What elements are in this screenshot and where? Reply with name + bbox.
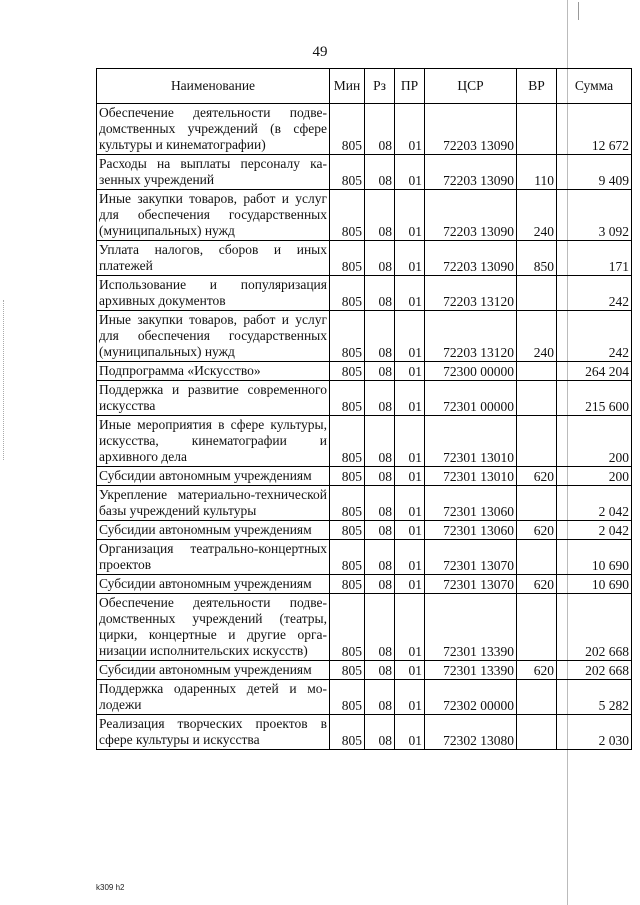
table-row [97,362,632,381]
header-sum: Сумма [557,69,632,104]
cell-sum: 2 042 [557,486,632,521]
table-row [97,521,632,540]
cell-min: 805 [330,594,365,661]
table-row [97,594,632,661]
cell-name: Иные закупки товаров, работ и услуг для обеспечения государственных (муниципальных) нужд [97,190,330,241]
cell-name: Поддержка и развитие современного искусства [97,381,330,416]
cell-min: 805 [330,416,365,467]
budget-table [96,68,632,750]
cell-rz: 08 [365,104,395,155]
cell-rz: 08 [365,715,395,750]
cell-min: 805 [330,680,365,715]
cell-sum: 2 030 [557,715,632,750]
cell-name: Субсидии автономным учреждениям [97,521,330,540]
cell-csr: 72302 00000 [425,680,517,715]
cell-csr: 72203 13120 [425,276,517,311]
cell-vr [517,381,557,416]
cell-name: Обеспечение деятельности подведомственных учреждений (театры, цирки, концертные и другие организации исполнительских искусств) [97,594,330,661]
cell-csr: 72301 13070 [425,540,517,575]
cell-pr: 01 [395,381,425,416]
header-vr: ВР [517,69,557,104]
cell-sum: 12 672 [557,104,632,155]
header-pr: ПР [395,69,425,104]
cell-min: 805 [330,661,365,680]
cell-sum: 9 409 [557,155,632,190]
table-row [97,155,632,190]
cell-sum: 2 042 [557,521,632,540]
cell-min: 805 [330,155,365,190]
cell-sum: 200 [557,467,632,486]
cell-min: 805 [330,521,365,540]
cell-pr: 01 [395,486,425,521]
cell-pr: 01 [395,104,425,155]
cell-rz: 08 [365,486,395,521]
table-row [97,467,632,486]
header-rz: Рз [365,69,395,104]
cell-sum: 10 690 [557,575,632,594]
cell-sum: 3 092 [557,190,632,241]
cell-pr: 01 [395,241,425,276]
cell-sum: 202 668 [557,661,632,680]
table-row [97,241,632,276]
cell-sum: 264 204 [557,362,632,381]
cell-csr: 72203 13120 [425,311,517,362]
cell-name: Подпрограмма «Искусство» [97,362,330,381]
table-row [97,381,632,416]
cell-name: Поддержка одаренных детей и молодежи [97,680,330,715]
cell-vr [517,362,557,381]
cell-rz: 08 [365,276,395,311]
cell-min: 805 [330,241,365,276]
cell-sum: 215 600 [557,381,632,416]
cell-vr [517,486,557,521]
cell-min: 805 [330,104,365,155]
cell-vr [517,715,557,750]
cell-vr: 620 [517,661,557,680]
scan-side-mark [3,300,7,460]
cell-rz: 08 [365,521,395,540]
table-body [97,104,632,750]
cell-csr: 72301 13010 [425,416,517,467]
cell-rz: 08 [365,575,395,594]
cell-csr: 72203 13090 [425,241,517,276]
table-row [97,715,632,750]
page-number: 49 [312,44,328,60]
cell-min: 805 [330,575,365,594]
table-row [97,416,632,467]
cell-min: 805 [330,190,365,241]
table-row [97,104,632,155]
cell-sum: 242 [557,311,632,362]
table-row [97,190,632,241]
cell-pr: 01 [395,362,425,381]
cell-vr: 110 [517,155,557,190]
cell-rz: 08 [365,241,395,276]
cell-vr [517,276,557,311]
cell-pr: 01 [395,575,425,594]
cell-rz: 08 [365,594,395,661]
cell-name: Иные мероприятия в сфере культуры, искусства, кинематографии и архивного дела [97,416,330,467]
cell-name: Расходы на выплаты персоналу казенных учреждений [97,155,330,190]
cell-vr [517,104,557,155]
cell-csr: 72302 13080 [425,715,517,750]
cell-rz: 08 [365,661,395,680]
table-row [97,540,632,575]
cell-min: 805 [330,311,365,362]
cell-rz: 08 [365,467,395,486]
cell-rz: 08 [365,416,395,467]
cell-vr [517,540,557,575]
table-row [97,661,632,680]
cell-pr: 01 [395,521,425,540]
cell-rz: 08 [365,362,395,381]
cell-csr: 72301 00000 [425,381,517,416]
header-name: Наименование [97,69,330,104]
cell-rz: 08 [365,680,395,715]
cell-pr: 01 [395,276,425,311]
cell-csr: 72300 00000 [425,362,517,381]
table-header-row [97,69,632,104]
cell-name: Субсидии автономным учреждениям [97,575,330,594]
table-row [97,486,632,521]
cell-rz: 08 [365,190,395,241]
cell-name: Обеспечение деятельности подведомственных учреждений (в сфере культуры и кинематографии) [97,104,330,155]
header-csr: ЦСР [425,69,517,104]
cell-min: 805 [330,540,365,575]
cell-sum: 200 [557,416,632,467]
cell-vr: 240 [517,311,557,362]
cell-csr: 72301 13010 [425,467,517,486]
cell-pr: 01 [395,661,425,680]
cell-name: Организация театрально-концертных проектов [97,540,330,575]
cell-csr: 72301 13070 [425,575,517,594]
cell-rz: 08 [365,540,395,575]
header-min: Мин [330,69,365,104]
table-row [97,311,632,362]
cell-min: 805 [330,276,365,311]
cell-name: Реализация творческих проектов в сфере культуры и искусства [97,715,330,750]
cell-pr: 01 [395,540,425,575]
scan-edge-tick [578,2,579,20]
cell-name: Субсидии автономным учреждениям [97,661,330,680]
cell-sum: 5 282 [557,680,632,715]
cell-vr: 620 [517,521,557,540]
cell-sum: 171 [557,241,632,276]
cell-name: Иные закупки товаров, работ и услуг для обеспечения государственных (муниципальных) нужд [97,311,330,362]
cell-csr: 72203 13090 [425,104,517,155]
cell-vr: 620 [517,467,557,486]
cell-name: Субсидии автономным учреждениям [97,467,330,486]
cell-min: 805 [330,486,365,521]
cell-vr: 850 [517,241,557,276]
cell-vr [517,680,557,715]
cell-sum: 202 668 [557,594,632,661]
cell-sum: 242 [557,276,632,311]
cell-min: 805 [330,381,365,416]
cell-name: Использование и популяризация архивных документов [97,276,330,311]
cell-csr: 72301 13060 [425,486,517,521]
table-row [97,575,632,594]
cell-vr [517,594,557,661]
cell-pr: 01 [395,680,425,715]
cell-vr: 620 [517,575,557,594]
cell-rz: 08 [365,311,395,362]
cell-name: Укрепление материально-технической базы учреждений культуры [97,486,330,521]
cell-pr: 01 [395,715,425,750]
footer-code: k309 h2 [96,883,125,892]
cell-csr: 72301 13390 [425,661,517,680]
cell-pr: 01 [395,594,425,661]
cell-csr: 72203 13090 [425,190,517,241]
cell-rz: 08 [365,381,395,416]
table-row [97,276,632,311]
cell-rz: 08 [365,155,395,190]
cell-pr: 01 [395,467,425,486]
cell-pr: 01 [395,311,425,362]
cell-pr: 01 [395,416,425,467]
cell-name: Уплата налогов, сборов и иных платежей [97,241,330,276]
cell-min: 805 [330,467,365,486]
cell-csr: 72301 13390 [425,594,517,661]
cell-csr: 72301 13060 [425,521,517,540]
cell-sum: 10 690 [557,540,632,575]
cell-min: 805 [330,715,365,750]
cell-pr: 01 [395,155,425,190]
cell-min: 805 [330,362,365,381]
cell-vr [517,416,557,467]
cell-pr: 01 [395,190,425,241]
cell-csr: 72203 13090 [425,155,517,190]
table-row [97,680,632,715]
cell-vr: 240 [517,190,557,241]
